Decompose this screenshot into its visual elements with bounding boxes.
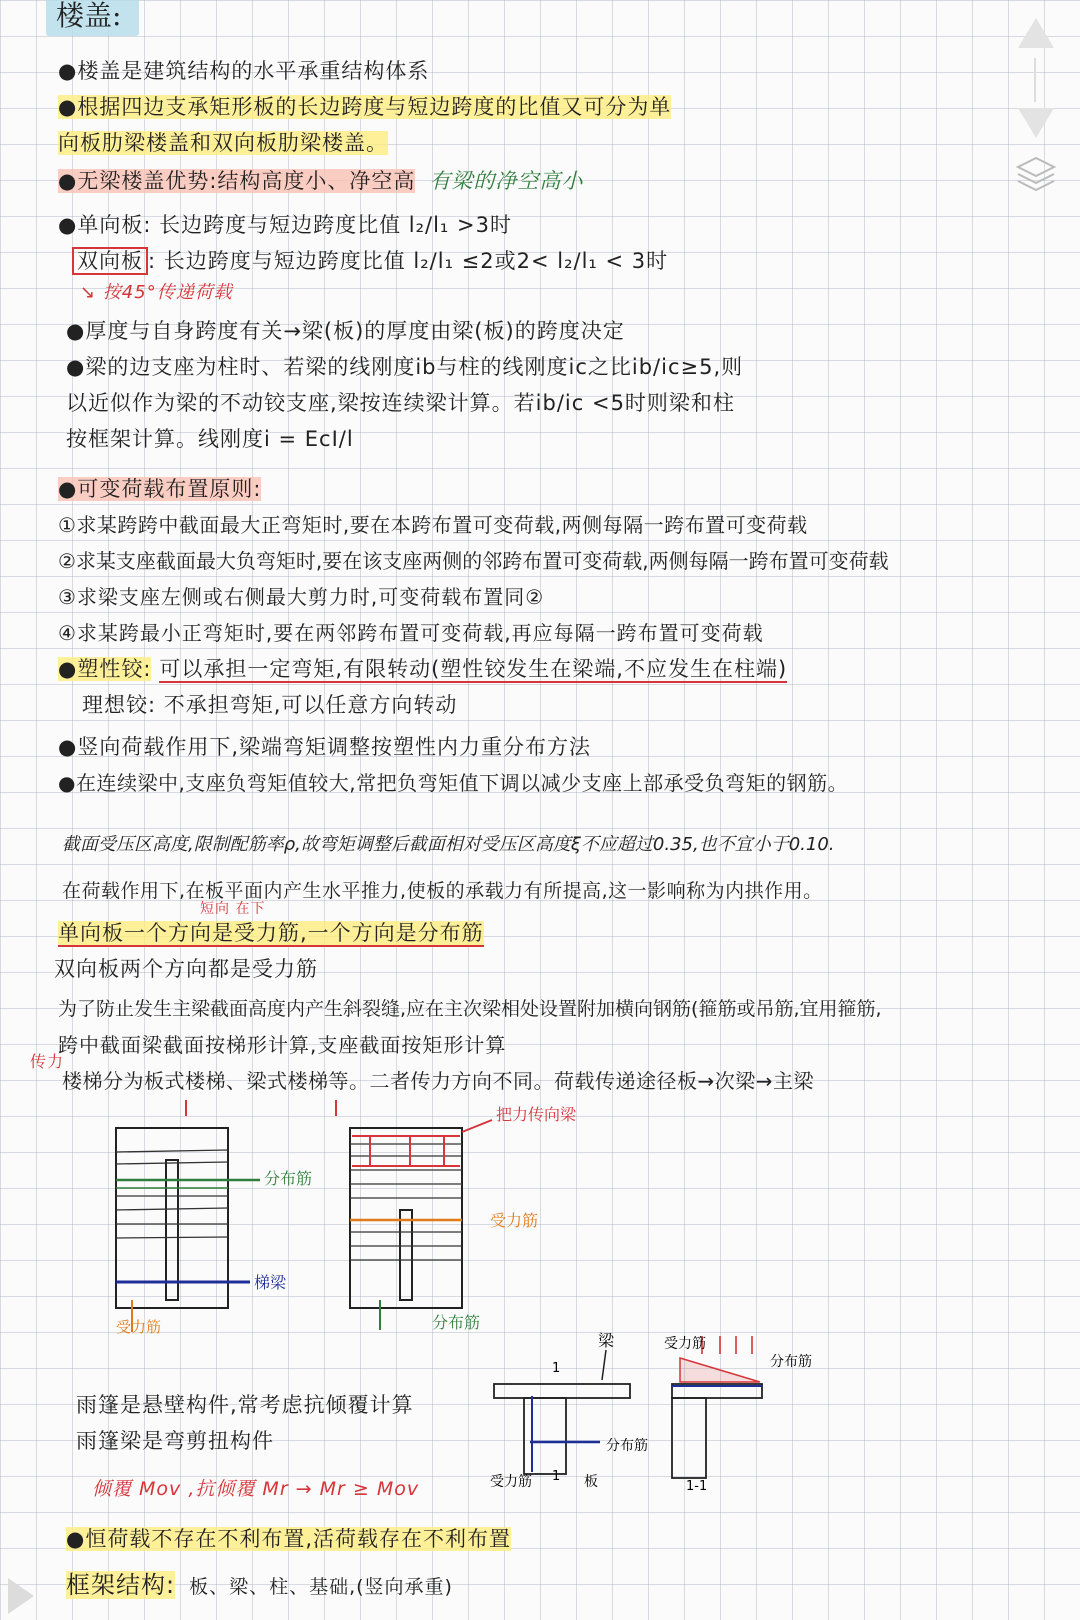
line-22: 双向板两个方向都是受力筋 xyxy=(54,957,318,981)
line-7: ●梁的边支座为柱时、若梁的线刚度ib与柱的线刚度ic之比ib/ic≥5,则 xyxy=(66,355,744,379)
diagram-label: 受力筋 xyxy=(664,1336,706,1352)
line-18: ●在连续梁中,支座负弯矩值较大,常把负弯矩值下调以减少支座上部承受负弯矩的钢筋。 xyxy=(58,771,849,795)
diagram-label: 受力筋 xyxy=(490,1211,539,1230)
diagram-label: 分布筋 xyxy=(770,1354,812,1370)
highlight: ●根据四边支承矩形板的长边跨度与短边跨度的比值又可分为单 xyxy=(58,95,672,119)
highlight: 单向板一个方向是受力筋,一个方向是分布筋 xyxy=(58,921,484,945)
canopy-diagrams xyxy=(470,1330,850,1490)
diagram-label: 梁 xyxy=(598,1331,615,1350)
line-23: 为了防止发生主梁截面高度内产生斜裂缝,应在主次梁相处设置附加横向钢筋(箍筋或吊筋,宜用箍筋, xyxy=(58,998,882,1020)
line-21 xyxy=(58,918,484,948)
layers-icon[interactable] xyxy=(1014,152,1058,196)
line-25-note: 传力 xyxy=(30,1052,65,1071)
line-19: 截面受压区高度,限制配筋率ρ,故弯矩调整后截面相对受压区高度ξ不应超过0.35,也不宜小于0.10. xyxy=(62,834,835,855)
line-17: ●竖向荷载作用下,梁端弯矩调整按塑性内力重分布方法 xyxy=(58,735,591,759)
green-note: 有梁的净空高小 xyxy=(429,169,584,193)
line-2a xyxy=(58,92,671,122)
diagram-label: 受力筋 xyxy=(116,1318,162,1336)
diagram-label: 梯梁 xyxy=(254,1273,287,1292)
line-3 xyxy=(58,166,583,196)
line-1: ●楼盖是建筑结构的水平承重结构体系 xyxy=(58,59,430,83)
scroll-down-icon[interactable] xyxy=(1014,102,1058,142)
line-5 xyxy=(72,246,668,276)
diagram-label: 板 xyxy=(584,1474,598,1490)
line-9: 按框架计算。线刚度i = EcI/l xyxy=(66,427,354,451)
line-12: ②求某支座截面最大负弯矩时,要在该支座两侧的邻跨布置可变荷载,两侧每隔一跨布置可变荷载 xyxy=(58,549,889,573)
scroll-up-icon[interactable] xyxy=(1014,14,1058,54)
line-28: 倾覆 Mov ,抗倾覆 Mr → Mr ≥ Mov xyxy=(92,1478,420,1500)
line-29 xyxy=(66,1524,511,1554)
diagram-label: 1-1 xyxy=(686,1479,708,1490)
line-4: ●单向板: 长边跨度与短边跨度比值 l₂/l₁ >3时 xyxy=(58,213,512,237)
line-10 xyxy=(58,474,261,504)
page-indicator xyxy=(1034,58,1058,102)
line-5-text: : 长边跨度与短边跨度比值 l₂/l₁ ≤2或2< l₂/l₁ < 3时 xyxy=(148,249,669,273)
stair-diagrams xyxy=(100,1100,640,1340)
diagram-label: 分布筋 xyxy=(432,1313,481,1332)
line-11: ①求某跨跨中截面最大正弯矩时,要在本跨布置可变荷载,两侧每隔一跨布置可变荷载 xyxy=(58,513,808,537)
diagram-label: 分布筋 xyxy=(606,1438,648,1454)
line-5-note: ↘ 按45°传递荷载 xyxy=(80,282,233,303)
line-30 xyxy=(66,1570,453,1602)
underlined-text: 可以承担一定弯矩,有限转动(塑性铰发生在梁端,不应发生在柱端) xyxy=(159,657,788,681)
play-icon[interactable] xyxy=(0,1572,40,1620)
line-13: ③求梁支座左侧或右侧最大剪力时,可变荷载布置同② xyxy=(58,585,545,609)
line-27: 雨篷梁是弯剪扭构件 xyxy=(76,1429,274,1453)
line-16: 理想铰: 不承担弯矩,可以任意方向转动 xyxy=(82,693,458,717)
highlight: ●恒荷载不存在不利布置,活荷载存在不利布置 xyxy=(66,1527,511,1551)
line-21-note: 短向 在下 xyxy=(200,901,266,917)
line-26: 雨篷是悬壁构件,常考虑抗倾覆计算 xyxy=(76,1393,414,1417)
highlight-pink: ●可变荷载布置原则: xyxy=(58,477,262,501)
line-24: 跨中截面梁截面按梯形计算,支座截面按矩形计算 xyxy=(58,1033,507,1057)
beam-stair-outline xyxy=(350,1128,462,1308)
highlight: 框架结构: xyxy=(66,1571,176,1599)
page-title: 楼盖: xyxy=(46,0,139,36)
line-2b xyxy=(58,128,388,158)
diagram-label: 1 xyxy=(552,1361,561,1376)
line-8: 以近似作为梁的不动铰支座,梁按连续梁计算。若ib/ic <5时则梁和柱 xyxy=(66,391,735,415)
line-20: 在荷载作用下,在板平面内产生水平推力,使板的承载力有所提高,这一影响称为内拱作用。 xyxy=(62,880,823,902)
highlight: ●塑性铰: xyxy=(58,657,152,681)
diagram-label: 1 xyxy=(552,1469,561,1484)
line-15 xyxy=(58,654,787,684)
diagram-label: 受力筋 xyxy=(490,1474,532,1490)
line-25: 楼梯分为板式楼梯、梁式楼梯等。二者传力方向不同。荷载传递途径板→次梁→主梁 xyxy=(62,1069,815,1093)
boxed-term: 双向板 xyxy=(72,247,148,275)
highlight: 向板肋梁楼盖和双向板肋梁楼盖。 xyxy=(58,131,388,155)
highlight-pink: ●无梁楼盖优势:结构高度小、净空高 xyxy=(58,169,416,193)
line-30-text: 板、梁、柱、基础,(竖向承重) xyxy=(189,1576,453,1598)
line-6: ●厚度与自身跨度有关→梁(板)的厚度由梁(板)的跨度决定 xyxy=(66,319,625,343)
line-14: ④求某跨最小正弯矩时,要在两邻跨布置可变荷载,再应每隔一跨布置可变荷载 xyxy=(58,621,764,645)
diagram-label: 把力传向梁 xyxy=(496,1105,577,1124)
page-controls xyxy=(1014,14,1058,200)
diagram-label: 分布筋 xyxy=(264,1169,313,1188)
